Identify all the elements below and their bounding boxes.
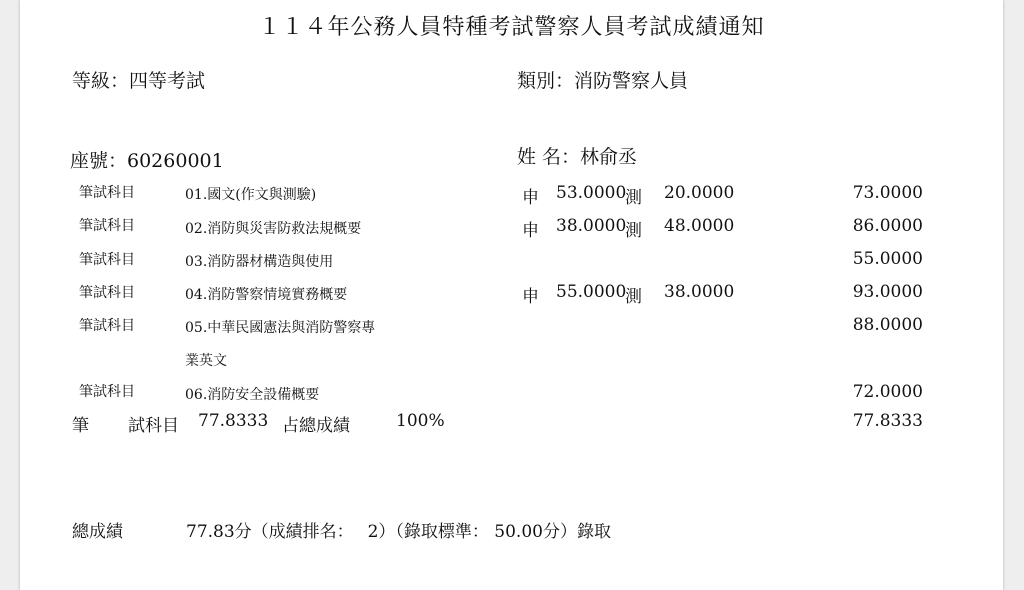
subject-name: 03.消防器材構造與使用 <box>185 254 334 270</box>
exam-category: 類別：消防警察人員 <box>517 70 689 92</box>
subject-score: 86.0000 <box>852 216 923 236</box>
subject-label: 筆試科目 <box>79 252 135 268</box>
summary-share-label: 占總成績 <box>282 416 350 436</box>
total-result: 77.83分（成績排名： 2）（錄取標準： 50.00分）錄取 <box>186 522 611 542</box>
subject-name: 06.消防安全設備概要 <box>185 387 320 403</box>
subject-name: 05.中華民國憲法與消防警察專 <box>185 320 376 336</box>
document-title: １１４年公務人員特種考試警察人員考試成績通知 <box>258 15 765 40</box>
subject-name: 04.消防警察情境實務概要 <box>185 287 348 303</box>
subject-label: 筆試科目 <box>79 318 135 334</box>
subject-score: 88.0000 <box>852 315 923 335</box>
subject-flag: 申 <box>522 287 539 307</box>
seat-number: 座號：60260001 <box>70 150 224 172</box>
summary-score: 77.8333 <box>852 411 923 431</box>
subject-score: 93.0000 <box>852 282 923 302</box>
subject-part-b: 38.0000 <box>664 282 735 302</box>
subject-score: 55.0000 <box>852 249 923 269</box>
subject-label: 筆試科目 <box>79 285 135 301</box>
subject-part-b-prefix: 測 <box>625 287 642 307</box>
subject-part-a: 53.0000 <box>556 183 627 203</box>
subject-part-a: 55.0000 <box>556 282 627 302</box>
summary-char: 筆 <box>72 416 89 436</box>
candidate-name: 姓 名：林俞丞 <box>517 146 638 168</box>
subject-part-a: 38.0000 <box>556 216 627 236</box>
subject-name-continued: 業英文 <box>185 353 227 369</box>
score-notice-page <box>20 0 1003 590</box>
summary-share: 100% <box>396 411 445 431</box>
subject-label: 筆試科目 <box>79 218 135 234</box>
subject-part-b: 20.0000 <box>664 183 735 203</box>
exam-grade: 等級：四等考試 <box>72 70 206 92</box>
summary-average: 77.8333 <box>198 411 269 431</box>
subject-score: 72.0000 <box>852 382 923 402</box>
subject-name: 02.消防與災害防救法規概要 <box>185 221 362 237</box>
subject-score: 73.0000 <box>852 183 923 203</box>
subject-part-b-prefix: 測 <box>625 188 642 208</box>
total-label: 總成績 <box>72 522 123 542</box>
subject-name: 01.國文(作文與測驗) <box>185 187 317 203</box>
subject-part-b: 48.0000 <box>664 216 735 236</box>
subject-part-b-prefix: 測 <box>625 221 642 241</box>
subject-label: 筆試科目 <box>79 384 135 400</box>
subject-flag: 申 <box>522 221 539 241</box>
subject-flag: 申 <box>522 188 539 208</box>
subject-label: 筆試科目 <box>79 185 135 201</box>
summary-label: 試科目 <box>128 416 179 436</box>
